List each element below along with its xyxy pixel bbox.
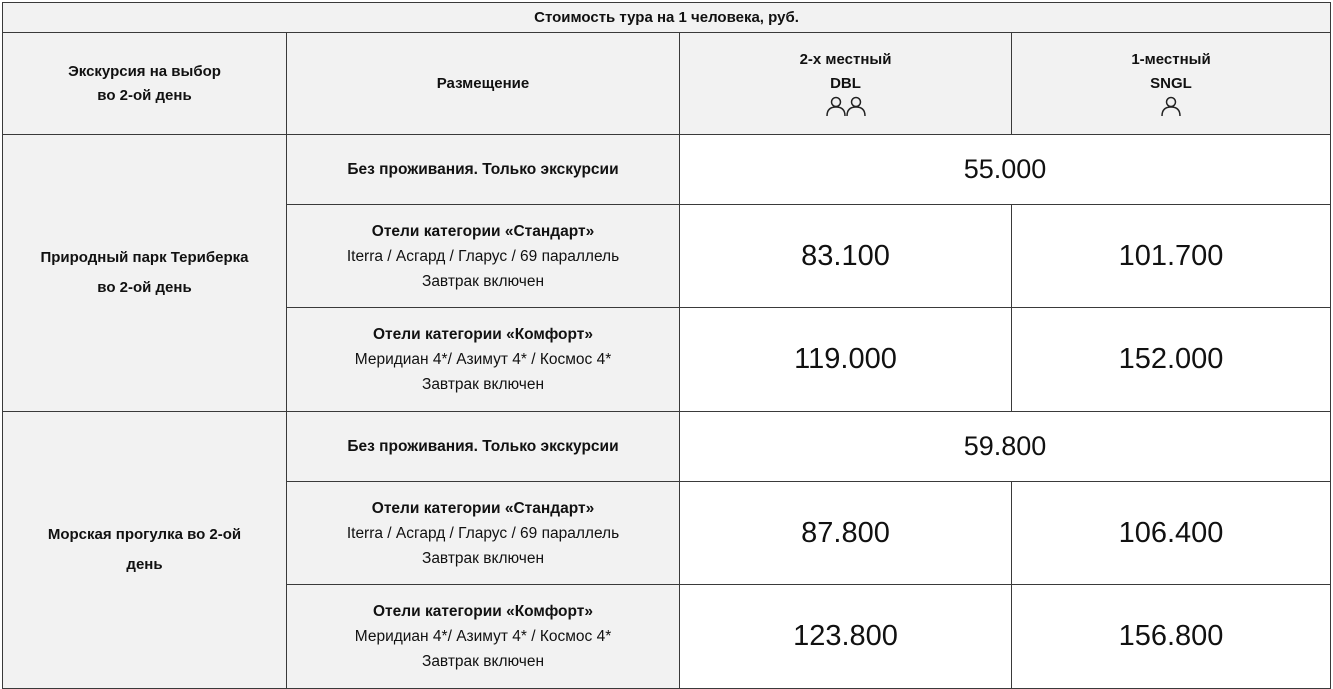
sngl-header (1012, 33, 1331, 135)
sngl-price: 106.400 (1012, 482, 1331, 585)
excursion-line1: Природный парк Териберка (40, 249, 249, 266)
price-table (2, 2, 1331, 689)
standard-accommodation (287, 205, 680, 308)
sngl-price: 156.800 (1012, 585, 1331, 689)
header-row (3, 33, 1331, 135)
no-hotel-price: 55.000 (680, 135, 1331, 205)
sngl-price: 101.700 (1012, 205, 1331, 308)
comfort-title: Отели категории «Комфорт» (373, 603, 593, 620)
comfort-hotels: Меридиан 4*/ Азимут 4* / Космос 4* (354, 628, 612, 645)
breakfast-note: Завтрак включен (421, 376, 545, 393)
accommodation-header: Размещение (287, 33, 680, 135)
dbl-header (680, 33, 1012, 135)
dbl-header-line2: DBL (830, 74, 861, 92)
excursion-cell (3, 412, 287, 689)
breakfast-note: Завтрак включен (421, 653, 545, 670)
caption-row (3, 3, 1331, 33)
excursion-line2: день (126, 556, 163, 573)
dbl-price: 87.800 (680, 482, 1012, 585)
excursion-line1: Морская прогулка во 2-ой (47, 526, 242, 543)
standard-hotels: Iterra / Асгард / Гларус / 69 параллель (346, 524, 620, 542)
no-hotel-label: Без проживания. Только экскурсии (287, 135, 680, 205)
standard-title: Отели категории «Стандарт» (371, 499, 595, 517)
comfort-accommodation (287, 308, 680, 412)
person-icon (1018, 96, 1324, 120)
excursion-line2: во 2-ой день (97, 279, 192, 296)
no-hotel-label: Без проживания. Только экскурсии (287, 412, 680, 482)
excursion-header-line2: во 2-ой день (97, 86, 192, 104)
excursion-header (3, 33, 287, 135)
dbl-price: 119.000 (680, 308, 1012, 412)
excursion-header-line1: Экскурсия на выбор (68, 62, 221, 80)
sngl-price: 152.000 (1012, 308, 1331, 412)
excursion-cell (3, 135, 287, 412)
dbl-header-line1: 2-х местный (799, 50, 892, 68)
standard-hotels: Iterra / Асгард / Гларус / 69 параллель (346, 247, 620, 265)
comfort-accommodation (287, 585, 680, 689)
table-row (3, 412, 1331, 482)
sngl-header-line1: 1-местный (1131, 50, 1211, 68)
standard-title: Отели категории «Стандарт» (371, 222, 595, 240)
no-hotel-price: 59.800 (680, 412, 1331, 482)
table-caption: Стоимость тура на 1 человека, руб. (3, 3, 1331, 33)
sngl-header-line2: SNGL (1150, 74, 1192, 92)
two-persons-icon (686, 96, 1005, 120)
table-row (3, 135, 1331, 205)
standard-accommodation (287, 482, 680, 585)
comfort-title: Отели категории «Комфорт» (373, 326, 593, 343)
dbl-price: 123.800 (680, 585, 1012, 689)
dbl-price: 83.100 (680, 205, 1012, 308)
comfort-hotels: Меридиан 4*/ Азимут 4* / Космос 4* (354, 351, 612, 368)
breakfast-note: Завтрак включен (421, 272, 545, 290)
breakfast-note: Завтрак включен (421, 549, 545, 567)
